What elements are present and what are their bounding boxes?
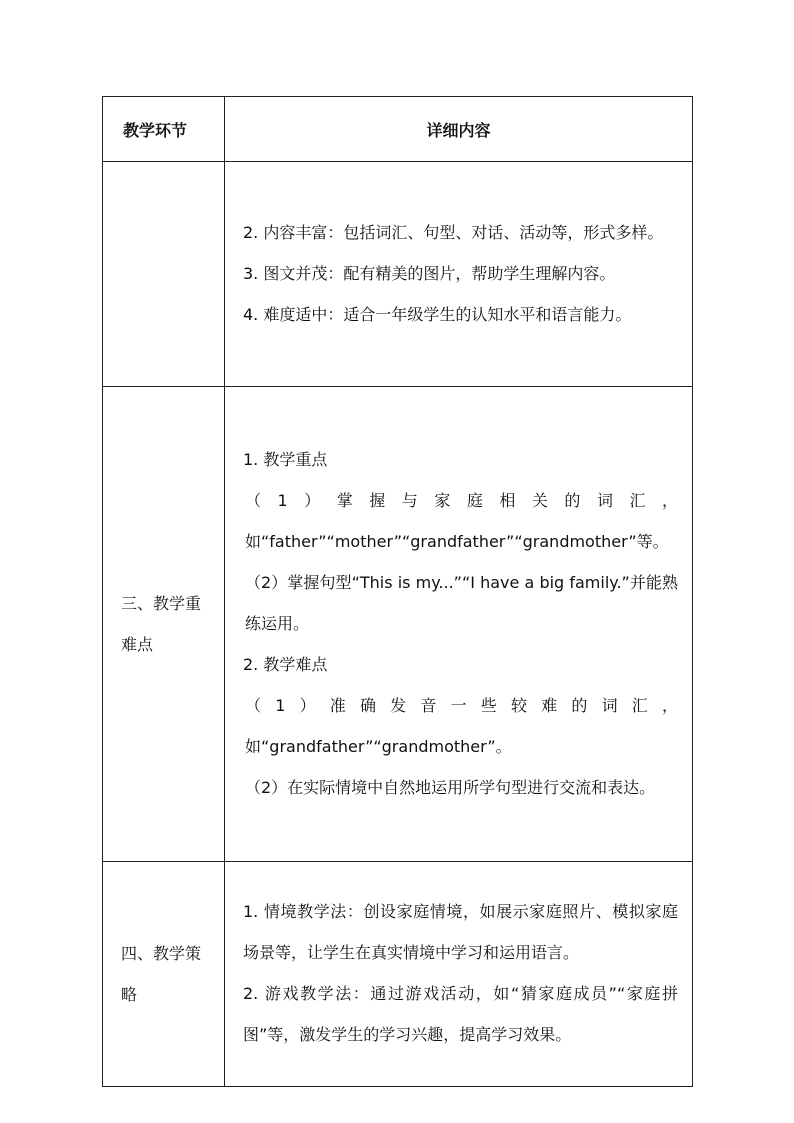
content-line: 2. 游戏教学法：通过游戏活动，如“猜家庭成员”“家庭拼图”等，激发学生的学习兴趣，提高学习效果。 (243, 984, 678, 1044)
content-cell (225, 387, 693, 862)
content-line: 2. 内容丰富：包括词汇、句型、对话、活动等，形式多样。 (243, 222, 664, 242)
header-stage: 教学环节 (103, 97, 225, 162)
table-row (103, 162, 693, 387)
lesson-plan-table (102, 96, 693, 1087)
stage-cell: 三、教学重难点 (103, 387, 225, 862)
stage-cell (103, 162, 225, 387)
content-line: 4. 难度适中：适合一年级学生的认知水平和语言能力。 (243, 304, 632, 324)
content-line: 1. 情境教学法：创设家庭情境，如展示家庭照片、模拟家庭场景等，让学生在真实情境中学习和运用语言。 (243, 902, 678, 962)
content-line: （2）在实际情境中自然地运用所学句型进行交流和表达。 (245, 777, 656, 797)
content-cell (225, 862, 693, 1087)
content-line: （2）掌握句型“This is my...”“I have a big family.”并能熟练运用。 (245, 572, 678, 633)
content-line: 2. 教学难点 (243, 654, 328, 674)
stage-cell: 四、教学策略 (103, 862, 225, 1087)
content-line: 3. 图文并茂：配有精美的图片，帮助学生理解内容。 (243, 263, 616, 283)
table-header-row (103, 97, 693, 162)
content-line: （1）掌握与家庭相关的词汇，如“father”“mother”“grandfather”“grandmother”等。 (245, 490, 678, 551)
header-content: 详细内容 (225, 97, 693, 162)
content-line: （1）准确发音一些较难的词汇，如“grandfather”“grandmother”。 (245, 695, 678, 756)
table-row (103, 862, 693, 1087)
content-cell (225, 162, 693, 387)
content-line: 1. 教学重点 (243, 449, 328, 469)
table-row (103, 387, 693, 862)
